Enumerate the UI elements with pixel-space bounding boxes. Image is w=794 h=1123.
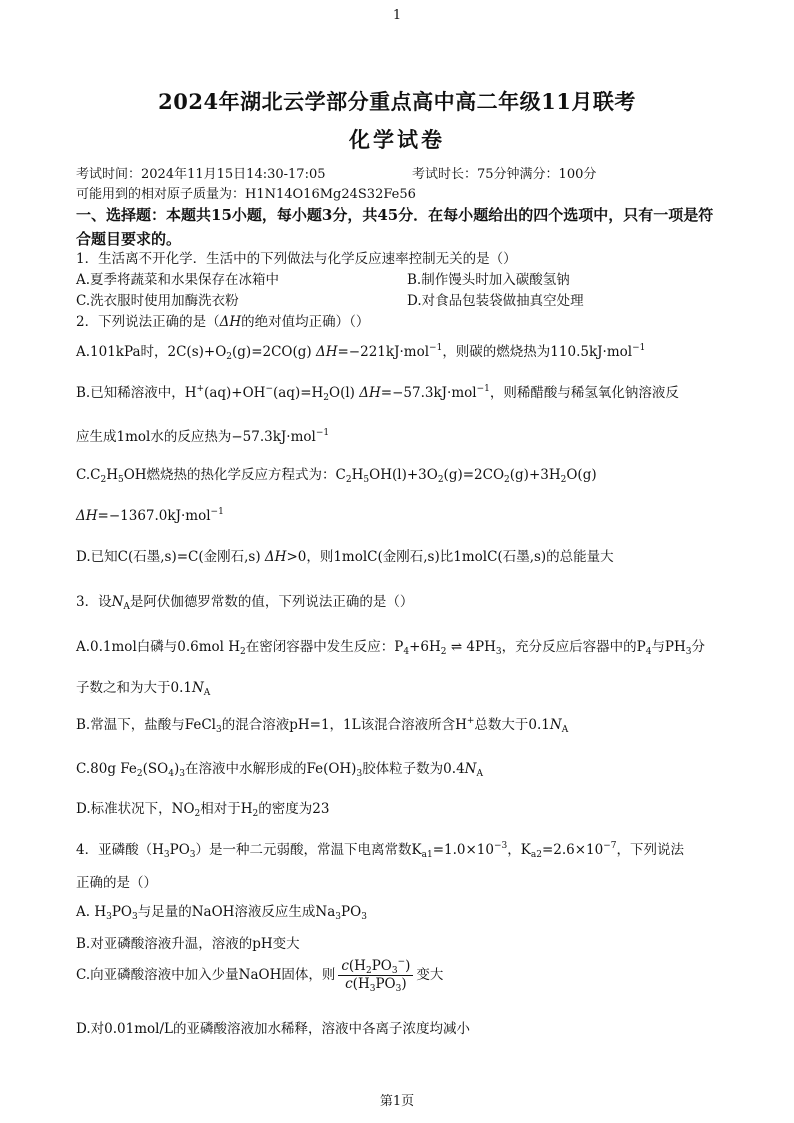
text-segment: (g)=2CO(g) xyxy=(232,344,316,360)
text-segment: 与PH xyxy=(651,639,686,655)
text-sub: 3 xyxy=(215,725,222,735)
text-segment: ，下列说法 xyxy=(616,842,684,858)
exam-time: 考试时间：2024年11月15日14:30-17:05 xyxy=(76,167,326,182)
text-segment: N xyxy=(111,594,124,610)
text-segment: =−221kJ·mol xyxy=(337,344,430,360)
text-segment: OH(l)+3O xyxy=(369,467,438,483)
text-segment: >0，则1molC(金刚石,s)比1molC(石墨,s)的总能量大 xyxy=(286,549,614,565)
text-segment: c xyxy=(341,958,349,974)
q4-option-c-prefix xyxy=(76,967,335,983)
q2-option-c-line2 xyxy=(76,508,726,524)
text-segment: +6H xyxy=(409,639,441,655)
text-sub: 2 xyxy=(240,647,246,657)
text-segment: 总数大于0.1 xyxy=(474,717,550,733)
text-segment: ΔH xyxy=(264,549,287,565)
text-segment: ) xyxy=(173,761,180,777)
q4-option-b xyxy=(76,932,726,952)
text-sub: 5 xyxy=(117,475,124,485)
text-segment: 4．亚磷酸（H xyxy=(76,842,164,858)
text-segment: (H xyxy=(352,976,370,992)
text-segment: 分 xyxy=(691,639,706,655)
text-segment: A.0.1mol白磷与0.6mol H xyxy=(76,639,241,655)
text-segment: ⇌ 4PH xyxy=(446,639,496,655)
text-segment: D.对食品包装袋做抽真空处理 xyxy=(407,293,584,309)
text-sub: 2 xyxy=(194,809,201,819)
q2-option-b-line2 xyxy=(76,425,726,445)
text-segment: ΔH xyxy=(219,314,242,330)
exam-duration: 考试时长：75分钟满分：100分 xyxy=(412,167,597,182)
text-segment: PO xyxy=(111,904,132,920)
q4-option-c-suffix xyxy=(416,967,443,983)
text-segment: 在密闭容器中发生反应：P xyxy=(245,639,404,655)
text-sub: 5 xyxy=(363,475,370,485)
text-segment: N xyxy=(549,717,562,733)
text-segment: 与足量的NaOH溶液反应生成Na xyxy=(137,904,336,920)
text-segment: A.夏季将蔬菜和水果保存在冰箱中 xyxy=(76,272,280,288)
text-sub: A xyxy=(203,688,211,698)
text-segment: C.80g Fe xyxy=(76,761,137,777)
text-segment: ) xyxy=(401,976,407,992)
text-segment: (H xyxy=(348,958,366,974)
text-segment: =−1367.0kJ·mol xyxy=(97,508,211,524)
q1-option-c xyxy=(76,289,239,309)
q2-stem xyxy=(76,310,726,330)
text-sup: −3 xyxy=(493,841,508,851)
text-segment: N xyxy=(464,761,477,777)
text-segment: O(g) xyxy=(566,467,597,483)
q3-option-b xyxy=(76,713,726,733)
text-segment: 3．设 xyxy=(76,594,112,610)
text-sup: + xyxy=(466,716,475,726)
text-segment: ΔH xyxy=(359,385,381,401)
text-sub: 3 xyxy=(685,647,692,657)
text-segment: 1．生活离不开化学．生活中的下列做法与化学反应速率控制无关的是（） xyxy=(76,251,517,267)
q4-stem-line2 xyxy=(76,871,726,891)
text-segment: (aq)=H xyxy=(272,385,324,401)
fraction-numerator xyxy=(338,958,413,976)
q1-option-a xyxy=(76,268,279,288)
text-segment: 胶体粒子数为0.4 xyxy=(362,761,465,777)
text-sup: −1 xyxy=(632,343,646,353)
text-segment: ）是一种二元弱酸，常温下电离常数K xyxy=(195,842,422,858)
text-segment: PO xyxy=(341,904,362,920)
text-segment: 相对于H xyxy=(200,801,253,817)
page-number-top: 1 xyxy=(392,8,402,23)
text-segment: B.常温下，盐酸与FeCl xyxy=(76,717,216,733)
text-sub: 3 xyxy=(391,966,398,976)
text-segment: (SO xyxy=(142,761,169,777)
text-sub: 2 xyxy=(440,647,447,657)
exam-subtitle: 化学试卷 xyxy=(349,127,445,152)
exam-title: 2024年湖北云学部分重点高中高二年级11月联考 xyxy=(158,89,636,114)
text-segment: H xyxy=(106,467,118,483)
text-segment: A. H xyxy=(76,904,107,920)
text-segment: 的绝对值均正确）（） xyxy=(241,314,370,330)
text-segment: C.向亚磷酸溶液中加入少量NaOH固体，则 xyxy=(76,967,336,983)
text-sub: A xyxy=(123,602,130,612)
text-segment: D.标准状况下，NO xyxy=(76,801,195,817)
q2-option-b-line1 xyxy=(76,381,726,401)
q3-option-d xyxy=(76,797,726,817)
text-segment: (aq)+OH xyxy=(204,385,266,401)
atomic-masses: 可能用到的相对原子质量为：H1N14O16Mg24S32Fe56 xyxy=(76,187,416,202)
text-segment: 2．下列说法正确的是（ xyxy=(76,314,220,330)
text-sub: 4 xyxy=(403,647,410,657)
q3-stem xyxy=(76,590,726,610)
text-sup: + xyxy=(196,384,205,394)
text-segment: ，则稀醋酸与稀氢氧化钠溶液反 xyxy=(489,385,679,401)
text-segment: D.已知C(石墨,s)=C(金刚石,s) xyxy=(76,549,265,565)
text-segment: C.C xyxy=(76,467,101,483)
text-sub: A xyxy=(561,725,569,735)
text-sub: 3 xyxy=(189,850,196,860)
q3-option-c xyxy=(76,757,726,777)
text-sub: A xyxy=(476,769,483,779)
text-segment: ΔH xyxy=(315,344,338,360)
text-segment: ΔH xyxy=(76,508,98,524)
text-sub: 3 xyxy=(356,769,363,779)
text-segment: 的密度为23 xyxy=(258,801,330,817)
text-segment: B.制作馒头时加入碳酸氢钠 xyxy=(407,272,570,288)
text-segment: ，则碳的燃烧热为110.5kJ·mol xyxy=(442,344,633,360)
text-segment: 是阿伏伽德罗常数的值，下列说法正确的是（） xyxy=(129,594,414,610)
text-sup: −1 xyxy=(476,384,490,394)
q2-option-d xyxy=(76,545,726,565)
text-sub: 4 xyxy=(168,769,174,779)
text-sup: −1 xyxy=(315,428,330,438)
text-sup: −1 xyxy=(429,343,443,353)
text-segment: 正确的是（） xyxy=(76,875,157,891)
q4-stem-line1 xyxy=(76,838,726,858)
concentration-ratio-fraction xyxy=(338,958,413,993)
text-sub: 3 xyxy=(106,912,112,922)
text-segment: PO xyxy=(375,976,396,992)
text-segment: =−57.3kJ·mol xyxy=(380,385,477,401)
text-segment: OH燃烧热的热化学反应方程式为：C xyxy=(123,467,346,483)
text-segment: D.对0.01mol/L的亚磷酸溶液加水稀释，溶液中各离子浓度均减小 xyxy=(76,1021,470,1037)
text-segment: 在溶液中水解形成的Fe(OH) xyxy=(184,761,357,777)
text-sub: 2 xyxy=(504,475,510,485)
text-sub: 2 xyxy=(345,475,352,485)
q1-stem xyxy=(76,247,726,267)
text-sub: 2 xyxy=(437,475,444,485)
text-segment: ，K xyxy=(507,842,531,858)
text-segment: PO xyxy=(371,958,392,974)
text-segment: c xyxy=(345,976,353,992)
text-segment: 子数之和为大于0.1 xyxy=(76,680,192,696)
text-segment: ，充分反应后容器中的P xyxy=(501,639,646,655)
q4-option-a xyxy=(76,900,726,920)
q2-option-a xyxy=(76,340,726,360)
text-sub: 3 xyxy=(163,850,170,860)
text-sup: −1 xyxy=(210,507,224,517)
page-footer: 第1页 xyxy=(379,1094,415,1109)
q2-option-c-line1 xyxy=(76,463,726,483)
text-sub: 3 xyxy=(361,912,367,922)
q3-option-a-line1 xyxy=(76,635,726,655)
text-sub: 2 xyxy=(323,393,330,403)
q1-option-d xyxy=(407,289,584,309)
text-sub: 2 xyxy=(136,769,143,779)
text-sub: 2 xyxy=(226,352,233,362)
text-segment: (g)=2CO xyxy=(443,467,505,483)
text-segment: 应生成1mol水的反应热为−57.3kJ·mol xyxy=(76,429,316,445)
text-segment: (g)+3H xyxy=(509,467,561,483)
text-segment: B.对亚磷酸溶液升温，溶液的pH变大 xyxy=(76,936,300,952)
text-sub: 2 xyxy=(560,475,567,485)
text-sub: 3 xyxy=(369,984,376,994)
text-segment: 的混合溶液pH=1，1L该混合溶液所含H xyxy=(221,717,467,733)
text-segment: B.已知稀溶液中，H xyxy=(76,385,197,401)
text-segment: A.101kPa时，2C(s)+O xyxy=(76,344,227,360)
q3-option-a-line2 xyxy=(76,676,726,696)
text-sub: 4 xyxy=(645,647,652,657)
text-segment: N xyxy=(191,680,204,696)
fraction-denominator xyxy=(338,976,413,993)
text-segment: =2.6×10 xyxy=(541,842,604,858)
text-sub: a2 xyxy=(530,850,542,860)
text-segment: 变大 xyxy=(416,967,444,983)
q4-option-d xyxy=(76,1017,726,1037)
text-segment: O(l) xyxy=(329,385,360,401)
text-segment: PO xyxy=(169,842,190,858)
section-heading: 一、选择题：本题共15小题，每小题3分，共45分．在每小题给出的四个选项中，只有一项是符合题目要求的。 xyxy=(76,206,714,248)
text-sub: 3 xyxy=(335,912,342,922)
q1-option-b xyxy=(407,268,570,288)
text-sub: 3 xyxy=(395,984,402,994)
text-sub: 3 xyxy=(495,647,502,657)
text-sup: − xyxy=(265,384,273,394)
text-segment: H xyxy=(351,467,364,483)
text-sub: 3 xyxy=(179,769,185,779)
text-sub: 3 xyxy=(132,912,138,922)
text-sup: − xyxy=(397,957,406,967)
text-sub: a1 xyxy=(421,850,433,860)
text-sup: −7 xyxy=(603,841,617,851)
text-sub: 2 xyxy=(100,475,107,485)
text-sub: 2 xyxy=(365,966,372,976)
q4-option-c xyxy=(76,958,726,993)
text-sub: 2 xyxy=(252,809,259,819)
text-segment: ) xyxy=(405,958,411,974)
text-segment: C.洗衣服时使用加酶洗衣粉 xyxy=(76,293,239,309)
text-segment: =1.0×10 xyxy=(432,842,494,858)
